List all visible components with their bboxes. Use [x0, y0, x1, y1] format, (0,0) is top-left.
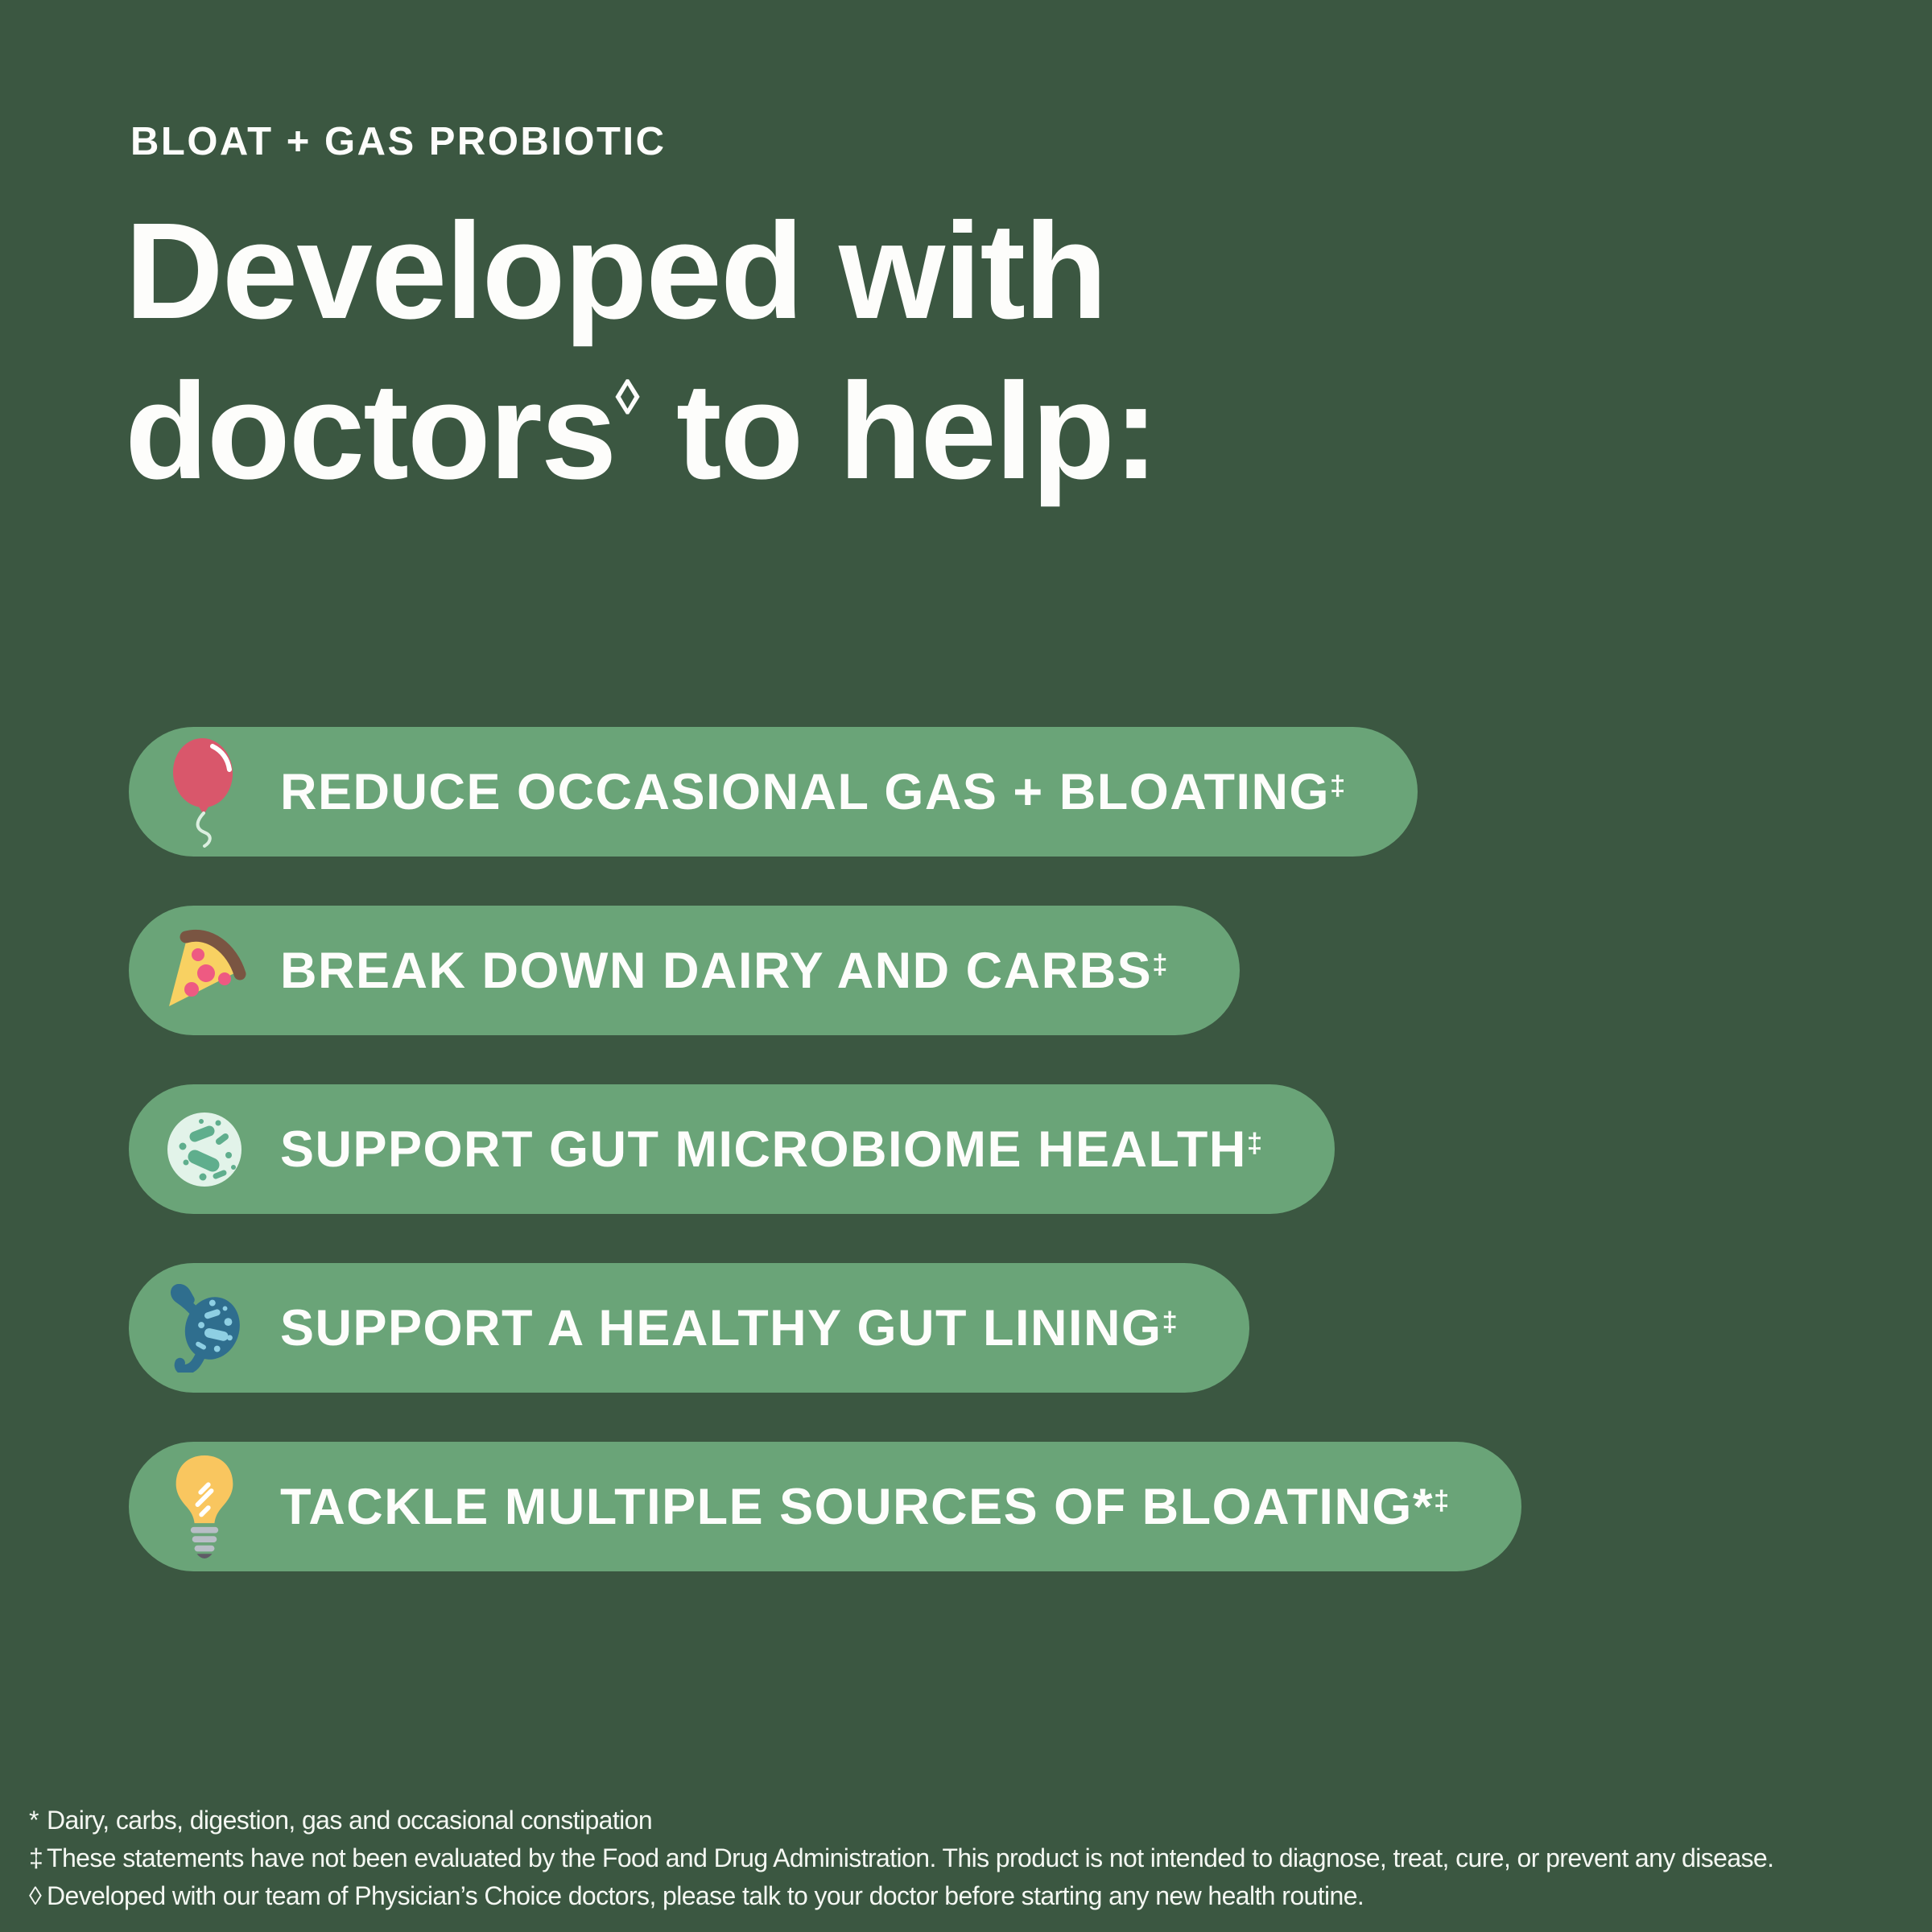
benefit-label: TACKLE MULTIPLE SOURCES OF BLOATING*‡ — [280, 1478, 1451, 1535]
diamond-footnote-symbol: ◊ — [29, 1881, 42, 1910]
dagger-footnote-marker: ‡ — [1152, 949, 1169, 980]
diamond-footnote-marker: ◊ — [615, 369, 640, 425]
footnote-fda — [29, 1839, 1929, 1877]
stomach-icon — [156, 1268, 253, 1389]
footnote-text: Developed with our team of Physician’s Choice doctors, please talk to your doctor before starting any new health routine. — [47, 1881, 1364, 1910]
benefit-pill-gut-lining — [129, 1263, 1249, 1393]
dagger-footnote-marker: ‡ — [1330, 770, 1347, 802]
page-title — [125, 192, 1158, 512]
benefit-label: SUPPORT GUT MICROBIOME HEALTH‡ — [280, 1121, 1264, 1178]
microbiome-icon — [156, 1089, 253, 1210]
title-line-2 — [125, 355, 1158, 508]
benefit-pill-gas-bloating — [129, 727, 1418, 857]
dagger-footnote-marker: ‡ — [1162, 1307, 1179, 1338]
footnote-text: These statements have not been evaluated by the Food and Drug Administration. This product is not intended to diagnose, treat, cure, or prevent any disease. — [47, 1843, 1774, 1872]
pizza-icon — [156, 910, 253, 1031]
footnotes — [29, 1802, 1929, 1915]
title-line-2-rest: to help: — [639, 354, 1158, 508]
footnote-doctors — [29, 1877, 1929, 1915]
benefit-pill-bloating-sources — [129, 1442, 1521, 1571]
title-line-2-text: doctors — [125, 354, 616, 508]
dagger-footnote-marker: ‡ — [1246, 1128, 1264, 1159]
title-line-1: Developed with — [125, 195, 1106, 348]
benefit-label: REDUCE OCCASIONAL GAS + BLOATING‡ — [280, 763, 1347, 820]
asterisk-footnote-symbol: * — [29, 1806, 39, 1835]
lightbulb-icon — [156, 1447, 253, 1567]
dagger-footnote-symbol: ‡ — [29, 1843, 43, 1872]
benefit-label: SUPPORT A HEALTHY GUT LINING‡ — [280, 1299, 1179, 1356]
product-name: BLOAT + GAS PROBIOTIC — [130, 120, 667, 163]
benefit-pill-dairy-carbs — [129, 906, 1240, 1035]
footnote-text: Dairy, carbs, digestion, gas and occasional constipation — [47, 1806, 653, 1835]
dagger-footnote-marker: ‡ — [1433, 1485, 1451, 1517]
benefit-label: BREAK DOWN DAIRY AND CARBS‡ — [280, 942, 1169, 999]
benefit-list — [129, 727, 1521, 1571]
balloon-icon — [156, 732, 253, 852]
benefit-pill-microbiome — [129, 1084, 1335, 1214]
footnote-dairy — [29, 1802, 1929, 1839]
